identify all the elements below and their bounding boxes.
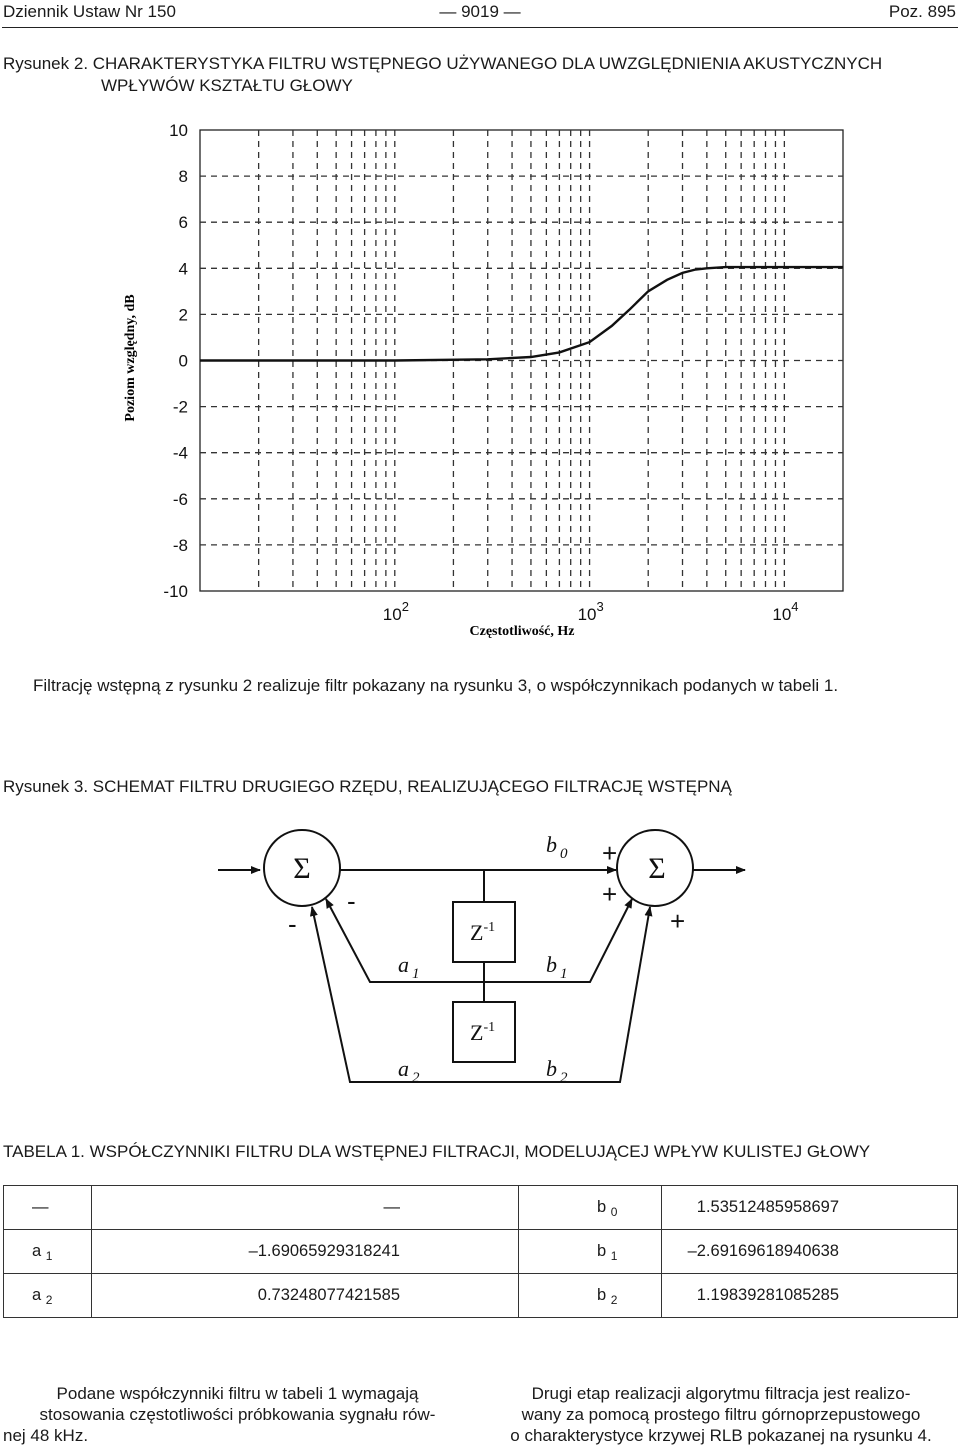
sum-symbol-right: Σ [648,852,666,885]
y-tick-label: -10 [163,582,188,601]
cell-a-value: 0.73248077421585 [92,1274,519,1318]
sign-minus-a2: - [288,909,297,939]
sign-plus-b0: + [602,838,618,868]
sign-plus-b1: + [602,879,618,909]
figure3-caption: Rysunek 3. SCHEMAT FILTRU DRUGIEGO RZĘDU, REALIZUJĄCEGO FILTRACJĘ WSTĘPNĄ [3,777,732,796]
footer-right-line: Drugi etap realizacji algorytmu filtracja jest realizo- [531,1384,911,1403]
cell-b-name: b $_1$ [519,1230,662,1274]
x-tick-labels [383,599,799,624]
cell-a-value: — [92,1186,519,1230]
y-tick-label: 10 [169,121,188,140]
x-tick-label: $10^3$ [577,599,604,624]
y-tick-label: 6 [178,213,188,233]
y-tick-label: 4 [178,259,188,279]
intro-paragraph: Filtrację wstępną z rysunku 2 realizuje filtr pokazany na rysunku 3, o współczynnikach podanych w tabeli 1. [33,676,839,695]
y-tick-label: 0 [178,351,188,371]
chart-ylabel: Poziom względny, dB [123,294,138,422]
footer-left-column [0,1383,475,1446]
position-number: Poz. 895 [888,2,956,21]
header-rule [2,27,958,28]
cell-b-name: b $_0$ [519,1186,662,1230]
sign-plus-b2: + [670,906,686,936]
figure2-caption [3,53,958,97]
b2-feedforward [484,907,650,1082]
cell-a-name: — [4,1186,92,1230]
footer-left-line: Podane współczynniki filtru w tabeli 1 wymagają [56,1384,419,1403]
cell-a-name: a $_1$ [4,1230,92,1274]
cell-b-value: 1.19839281085285 [662,1274,958,1318]
label-b1: b $_1$ [546,952,568,982]
footer-left-line: stosowania częstotliwości próbkowania sygnału rów- [39,1405,436,1424]
x-tick-label: $10^4$ [772,599,799,624]
b1-feedforward [484,899,632,982]
coefficients-table [3,1185,958,1318]
table1-caption: TABELA 1. WSPÓŁCZYNNIKI FILTRU DLA WSTĘPNEJ FILTRACJI, MODELUJĄCEJ WPŁYW KULISTEJ GŁOWY [3,1142,871,1161]
table-row [4,1274,958,1318]
table-row [4,1186,958,1230]
sum-symbol-left: Σ [293,852,311,885]
delay-label-2: $Z^{-1}$ [470,1020,496,1045]
y-tick-label: -2 [172,397,188,417]
journal-title: Dziennik Ustaw Nr 150 [3,2,176,21]
y-tick-label: 8 [178,167,188,187]
frequency-response-chart [0,110,960,650]
table-row [4,1230,958,1274]
delay-label-1: $Z^{-1}$ [470,920,496,945]
label-a2: a $_2$ [398,1056,420,1086]
y-tick-label: -4 [172,443,188,463]
cell-b-value: 1.53512485958697 [662,1186,958,1230]
x-tick-label: $10^2$ [382,599,409,624]
y-tick-label: -8 [172,535,188,555]
footer-right-line: o charakterystyce krzywej RLB pokazanej na rysunku 4. [510,1426,932,1445]
y-tick-label: 2 [178,305,188,325]
sign-minus-a1: - [347,886,356,916]
figure2-caption-line1: Rysunek 2. CHARAKTERYSTYKA FILTRU WSTĘPNEGO UŻYWANEGO DLA UWZGLĘDNIENIA AKUSTYCZNYCH [3,54,883,73]
label-b2: b $_2$ [546,1056,568,1086]
y-tick-label: -6 [172,489,188,509]
footer-left-line: nej 48 kHz. [3,1426,89,1445]
label-b0: b $_0$ [546,832,568,862]
cell-b-name: b $_2$ [519,1274,662,1318]
cell-a-value: –1.69065929318241 [92,1230,519,1274]
footer-right-column [485,1383,957,1446]
cell-b-value: –2.69169618940638 [662,1230,958,1274]
chart-xlabel: Częstotliwość, Hz [469,624,575,639]
cell-a-name: a $_2$ [4,1274,92,1318]
filter-schematic [0,820,960,1100]
y-tick-labels [163,121,188,601]
figure2-caption-line2: WPŁYWÓW KSZTAŁTU GŁOWY [101,76,353,95]
footer-right-line: wany za pomocą prostego filtru górnoprzepustowego [521,1405,921,1424]
label-a1: a $_1$ [398,952,420,982]
page-number: — 9019 — [439,2,521,21]
